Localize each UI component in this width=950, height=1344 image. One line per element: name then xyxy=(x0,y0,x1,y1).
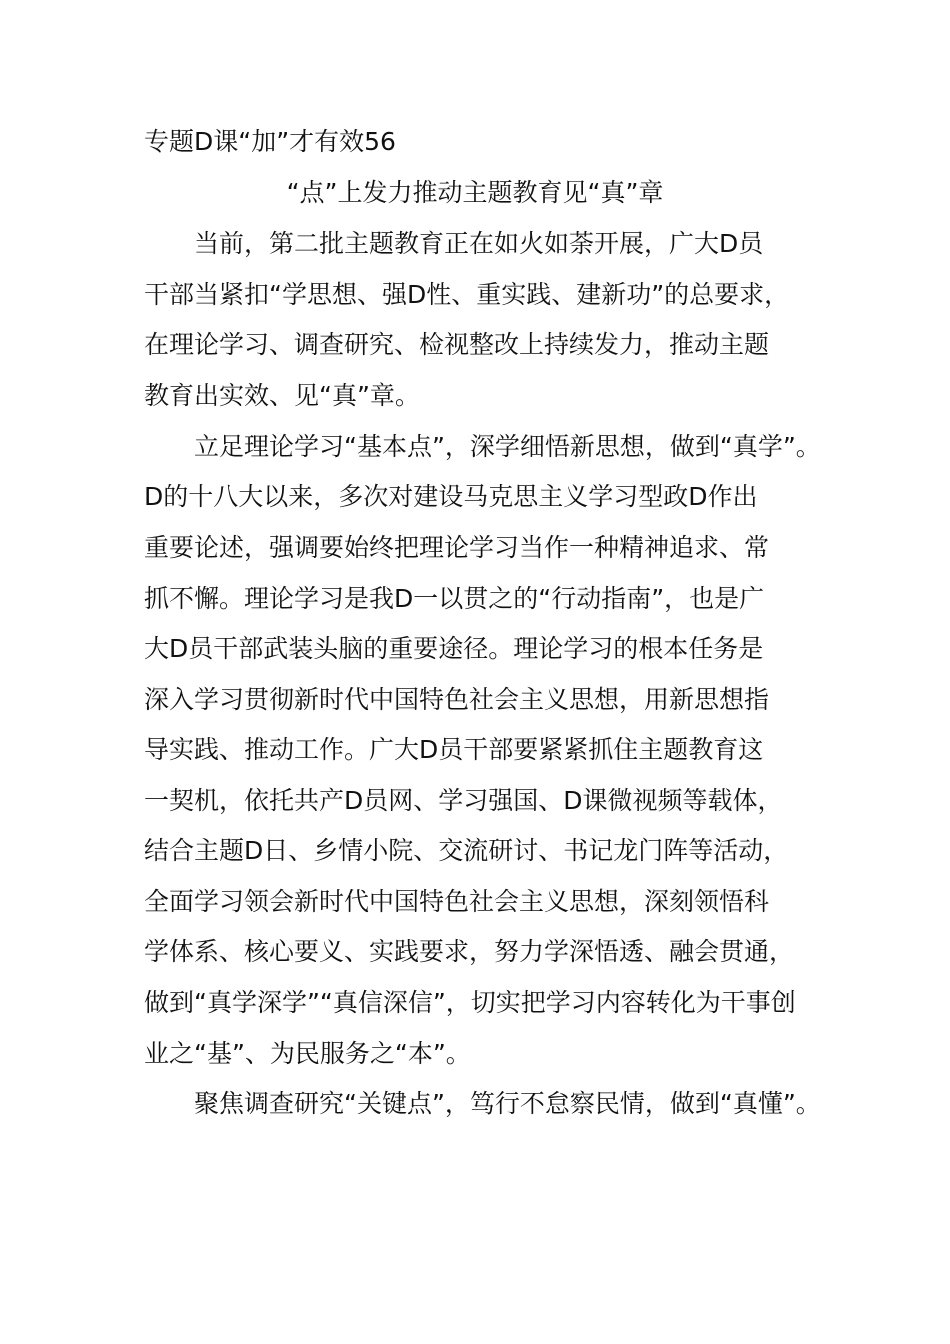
paragraph-2-line-7: 导实践、推动工作。广大D员干部要紧紧抓住主题教育这 xyxy=(144,735,764,764)
paragraph-2-line-10: 全面学习领会新时代中国特色社会主义思想，深刻领悟科 xyxy=(144,887,770,916)
paragraph-1-line-1: 当前，第二批主题教育正在如火如荼开展，广大D员 xyxy=(194,229,764,258)
paragraph-1-line-4: 教育出实效、见“真”章。 xyxy=(144,381,420,410)
paragraph-2-line-9: 结合主题D日、乡情小院、交流研讨、书记龙门阵等活动， xyxy=(144,836,789,865)
document-title: “点”上发力推动主题教育见“真”章 xyxy=(286,178,664,207)
paragraph-2-line-2: D的十八大以来，多次对建设马克思主义学习型政D作出 xyxy=(144,482,758,511)
paragraph-2-line-5: 大D员干部武装头脑的重要途径。理论学习的根本任务是 xyxy=(144,634,764,663)
paragraph-2-line-1: 立足理论学习“基本点”，深学细悟新思想，做到“真学”。 xyxy=(194,432,821,461)
paragraph-2-line-13: 业之“基”、为民服务之“本”。 xyxy=(144,1039,471,1068)
paragraph-1-line-2: 干部当紧扣“学思想、强D性、重实践、建新功”的总要求， xyxy=(144,280,790,309)
paragraph-2-line-8: 一契机，依托共产D员网、学习强国、D课微视频等载体， xyxy=(144,786,783,815)
paragraph-3-line-1: 聚焦调查研究“关键点”，笃行不怠察民情，做到“真懂”。 xyxy=(194,1089,821,1118)
paragraph-2-line-6: 深入学习贯彻新时代中国特色社会主义思想，用新思想指 xyxy=(144,685,770,714)
paragraph-1-line-3: 在理论学习、调查研究、检视整改上持续发力，推动主题 xyxy=(144,330,770,359)
paragraph-2-line-3: 重要论述，强调要始终把理论学习当作一种精神追求、常 xyxy=(144,533,770,562)
paragraph-2-line-4: 抓不懈。理论学习是我D一以贯之的“行动指南”，也是广 xyxy=(144,584,765,613)
paragraph-2-line-11: 学体系、核心要义、实践要求，努力学深悟透、融会贯通， xyxy=(144,937,795,966)
document-header: 专题D课“加”才有效56 xyxy=(144,127,396,156)
paragraph-2-line-12: 做到“真学深学”“真信深信”，切实把学习内容转化为干事创 xyxy=(144,988,796,1017)
